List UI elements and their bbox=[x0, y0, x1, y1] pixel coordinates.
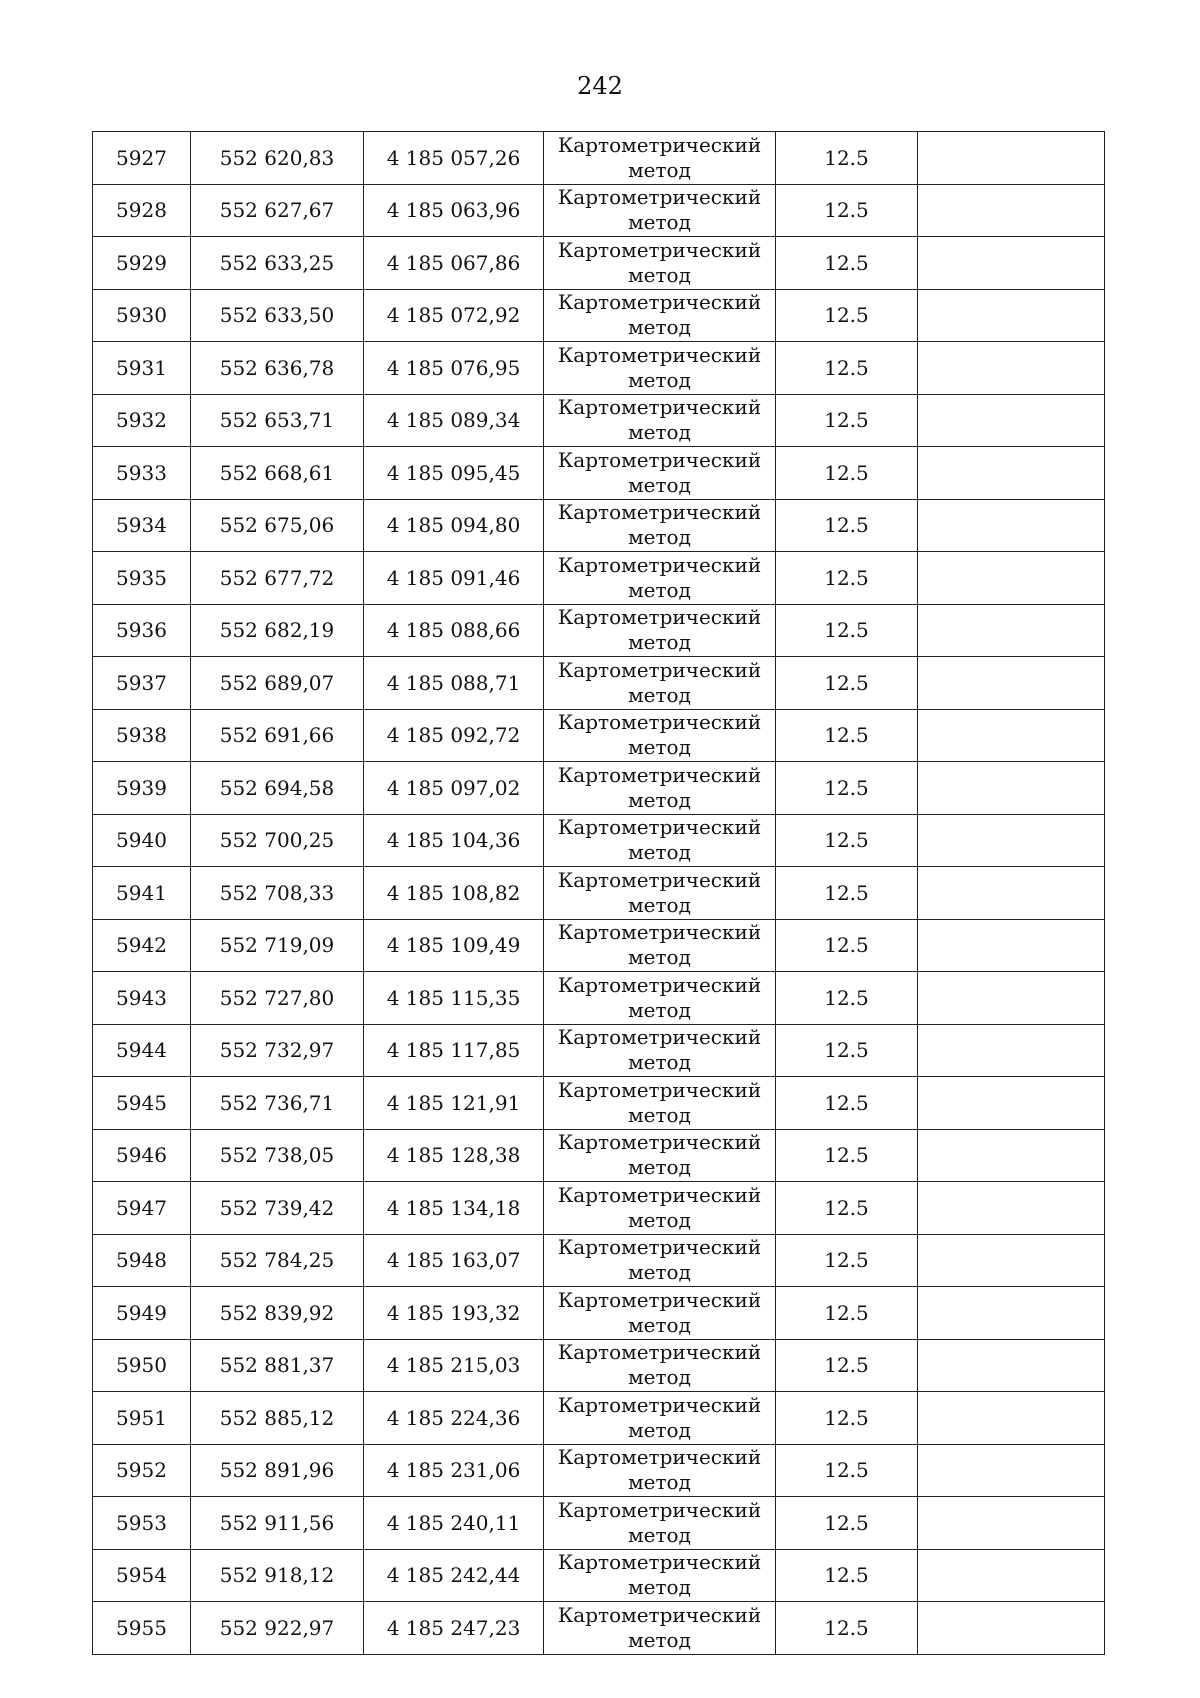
accuracy-cell: 12.5 bbox=[776, 289, 918, 342]
table-row bbox=[93, 867, 1105, 920]
x-coordinate-cell: 552 694,58 bbox=[191, 762, 364, 815]
point-number-cell: 5949 bbox=[93, 1287, 191, 1340]
method-line-1: Картометрический bbox=[557, 1392, 762, 1417]
table-row bbox=[93, 604, 1105, 657]
x-coordinate-cell: 552 891,96 bbox=[191, 1444, 364, 1497]
point-number-cell: 5938 bbox=[93, 709, 191, 762]
point-number-cell: 5953 bbox=[93, 1497, 191, 1550]
description-cell bbox=[918, 289, 1105, 342]
accuracy-cell: 12.5 bbox=[776, 1077, 918, 1130]
accuracy-cell: 12.5 bbox=[776, 1024, 918, 1077]
page-number: 242 bbox=[577, 72, 623, 100]
x-coordinate-cell: 552 627,67 bbox=[191, 184, 364, 237]
table-row bbox=[93, 709, 1105, 762]
y-coordinate-cell: 4 185 115,35 bbox=[364, 972, 544, 1025]
y-coordinate-cell: 4 185 072,92 bbox=[364, 289, 544, 342]
method-line-2: метод bbox=[628, 735, 691, 760]
point-number-cell: 5939 bbox=[93, 762, 191, 815]
description-cell bbox=[918, 1444, 1105, 1497]
y-coordinate-cell: 4 185 128,38 bbox=[364, 1129, 544, 1182]
method-cell bbox=[544, 237, 776, 290]
description-cell bbox=[918, 1497, 1105, 1550]
method-line-2: метод bbox=[628, 157, 691, 182]
description-cell bbox=[918, 1392, 1105, 1445]
accuracy-cell: 12.5 bbox=[776, 1234, 918, 1287]
y-coordinate-cell: 4 185 095,45 bbox=[364, 447, 544, 500]
method-cell bbox=[544, 1339, 776, 1392]
method-cell bbox=[544, 289, 776, 342]
table-row bbox=[93, 552, 1105, 605]
y-coordinate-cell: 4 185 117,85 bbox=[364, 1024, 544, 1077]
description-cell bbox=[918, 184, 1105, 237]
method-line-2: метод bbox=[628, 892, 691, 917]
description-cell bbox=[918, 1182, 1105, 1235]
description-cell bbox=[918, 1234, 1105, 1287]
method-line-1: Картометрический bbox=[557, 290, 762, 315]
method-line-1: Картометрический bbox=[557, 815, 762, 840]
method-cell bbox=[544, 1287, 776, 1340]
accuracy-cell: 12.5 bbox=[776, 657, 918, 710]
point-number-cell: 5948 bbox=[93, 1234, 191, 1287]
point-number-cell: 5945 bbox=[93, 1077, 191, 1130]
point-number-cell: 5952 bbox=[93, 1444, 191, 1497]
method-line-2: метод bbox=[628, 682, 691, 707]
method-line-1: Картометрический bbox=[557, 1497, 762, 1522]
table-row bbox=[93, 1497, 1105, 1550]
method-line-2: метод bbox=[628, 262, 691, 287]
description-cell bbox=[918, 867, 1105, 920]
method-line-2: метод bbox=[628, 577, 691, 602]
accuracy-cell: 12.5 bbox=[776, 552, 918, 605]
method-cell bbox=[544, 972, 776, 1025]
x-coordinate-cell: 552 885,12 bbox=[191, 1392, 364, 1445]
accuracy-cell: 12.5 bbox=[776, 184, 918, 237]
description-cell bbox=[918, 499, 1105, 552]
description-cell bbox=[918, 1287, 1105, 1340]
method-line-2: метод bbox=[628, 525, 691, 550]
method-line-1: Картометрический bbox=[557, 867, 762, 892]
method-cell bbox=[544, 342, 776, 395]
method-line-1: Картометрический bbox=[557, 1340, 762, 1365]
point-number-cell: 5936 bbox=[93, 604, 191, 657]
method-cell bbox=[544, 1024, 776, 1077]
y-coordinate-cell: 4 185 109,49 bbox=[364, 919, 544, 972]
y-coordinate-cell: 4 185 121,91 bbox=[364, 1077, 544, 1130]
point-number-cell: 5929 bbox=[93, 237, 191, 290]
method-line-2: метод bbox=[628, 1050, 691, 1075]
x-coordinate-cell: 552 839,92 bbox=[191, 1287, 364, 1340]
accuracy-cell: 12.5 bbox=[776, 1497, 918, 1550]
method-line-1: Картометрический bbox=[557, 762, 762, 787]
table-row bbox=[93, 1287, 1105, 1340]
accuracy-cell: 12.5 bbox=[776, 867, 918, 920]
method-line-1: Картометрический bbox=[557, 1287, 762, 1312]
method-cell bbox=[544, 1077, 776, 1130]
y-coordinate-cell: 4 185 247,23 bbox=[364, 1602, 544, 1655]
method-line-2: метод bbox=[628, 210, 691, 235]
y-coordinate-cell: 4 185 091,46 bbox=[364, 552, 544, 605]
point-number-cell: 5943 bbox=[93, 972, 191, 1025]
point-number-cell: 5927 bbox=[93, 132, 191, 185]
method-line-2: метод bbox=[628, 997, 691, 1022]
accuracy-cell: 12.5 bbox=[776, 604, 918, 657]
accuracy-cell: 12.5 bbox=[776, 919, 918, 972]
accuracy-cell: 12.5 bbox=[776, 1182, 918, 1235]
table-row bbox=[93, 814, 1105, 867]
x-coordinate-cell: 552 682,19 bbox=[191, 604, 364, 657]
method-line-2: метод bbox=[628, 1522, 691, 1547]
y-coordinate-cell: 4 185 097,02 bbox=[364, 762, 544, 815]
method-cell bbox=[544, 1234, 776, 1287]
table-row bbox=[93, 1024, 1105, 1077]
point-number-cell: 5935 bbox=[93, 552, 191, 605]
method-line-1: Картометрический bbox=[557, 552, 762, 577]
description-cell bbox=[918, 1077, 1105, 1130]
table-row bbox=[93, 237, 1105, 290]
point-number-cell: 5940 bbox=[93, 814, 191, 867]
y-coordinate-cell: 4 185 231,06 bbox=[364, 1444, 544, 1497]
method-line-2: метод bbox=[628, 840, 691, 865]
table-row bbox=[93, 1182, 1105, 1235]
table-row bbox=[93, 1602, 1105, 1655]
method-line-2: метод bbox=[628, 315, 691, 340]
y-coordinate-cell: 4 185 076,95 bbox=[364, 342, 544, 395]
method-line-1: Картометрический bbox=[557, 1182, 762, 1207]
y-coordinate-cell: 4 185 215,03 bbox=[364, 1339, 544, 1392]
method-line-2: метод bbox=[628, 945, 691, 970]
x-coordinate-cell: 552 677,72 bbox=[191, 552, 364, 605]
method-line-2: метод bbox=[628, 1575, 691, 1600]
coordinates-table-body bbox=[93, 132, 1105, 1655]
method-line-1: Картометрический bbox=[557, 1550, 762, 1575]
method-line-2: метод bbox=[628, 420, 691, 445]
method-line-1: Картометрический bbox=[557, 447, 762, 472]
method-line-1: Картометрический bbox=[557, 1077, 762, 1102]
description-cell bbox=[918, 552, 1105, 605]
x-coordinate-cell: 552 918,12 bbox=[191, 1549, 364, 1602]
accuracy-cell: 12.5 bbox=[776, 1339, 918, 1392]
x-coordinate-cell: 552 736,71 bbox=[191, 1077, 364, 1130]
method-line-1: Картометрический bbox=[557, 395, 762, 420]
table-row bbox=[93, 1129, 1105, 1182]
accuracy-cell: 12.5 bbox=[776, 814, 918, 867]
accuracy-cell: 12.5 bbox=[776, 132, 918, 185]
table-row bbox=[93, 289, 1105, 342]
method-cell bbox=[544, 1602, 776, 1655]
accuracy-cell: 12.5 bbox=[776, 972, 918, 1025]
description-cell bbox=[918, 237, 1105, 290]
point-number-cell: 5941 bbox=[93, 867, 191, 920]
y-coordinate-cell: 4 185 092,72 bbox=[364, 709, 544, 762]
method-cell bbox=[544, 447, 776, 500]
description-cell bbox=[918, 394, 1105, 447]
table-row bbox=[93, 1444, 1105, 1497]
table-row bbox=[93, 972, 1105, 1025]
method-line-2: метод bbox=[628, 1312, 691, 1337]
method-line-1: Картометрический bbox=[557, 1445, 762, 1470]
description-cell bbox=[918, 447, 1105, 500]
table-row bbox=[93, 1549, 1105, 1602]
method-line-1: Картометрический bbox=[557, 500, 762, 525]
x-coordinate-cell: 552 633,25 bbox=[191, 237, 364, 290]
method-line-1: Картометрический bbox=[557, 342, 762, 367]
method-line-1: Картометрический bbox=[557, 920, 762, 945]
y-coordinate-cell: 4 185 094,80 bbox=[364, 499, 544, 552]
description-cell bbox=[918, 919, 1105, 972]
accuracy-cell: 12.5 bbox=[776, 762, 918, 815]
method-cell bbox=[544, 867, 776, 920]
method-cell bbox=[544, 657, 776, 710]
x-coordinate-cell: 552 675,06 bbox=[191, 499, 364, 552]
method-line-1: Картометрический bbox=[557, 185, 762, 210]
method-line-1: Картометрический bbox=[557, 657, 762, 682]
x-coordinate-cell: 552 922,97 bbox=[191, 1602, 364, 1655]
table-row bbox=[93, 394, 1105, 447]
method-line-2: метод bbox=[628, 630, 691, 655]
table-row bbox=[93, 184, 1105, 237]
method-line-1: Картометрический bbox=[557, 1025, 762, 1050]
x-coordinate-cell: 552 689,07 bbox=[191, 657, 364, 710]
method-line-1: Картометрический bbox=[557, 710, 762, 735]
method-line-1: Картометрический bbox=[557, 132, 762, 157]
x-coordinate-cell: 552 911,56 bbox=[191, 1497, 364, 1550]
table-row bbox=[93, 342, 1105, 395]
point-number-cell: 5951 bbox=[93, 1392, 191, 1445]
method-cell bbox=[544, 499, 776, 552]
description-cell bbox=[918, 604, 1105, 657]
y-coordinate-cell: 4 185 104,36 bbox=[364, 814, 544, 867]
coordinates-table bbox=[92, 131, 1105, 1655]
description-cell bbox=[918, 342, 1105, 395]
method-cell bbox=[544, 814, 776, 867]
accuracy-cell: 12.5 bbox=[776, 1392, 918, 1445]
description-cell bbox=[918, 709, 1105, 762]
method-line-1: Картометрический bbox=[557, 1130, 762, 1155]
method-line-2: метод bbox=[628, 1207, 691, 1232]
table-row bbox=[93, 1234, 1105, 1287]
x-coordinate-cell: 552 633,50 bbox=[191, 289, 364, 342]
description-cell bbox=[918, 1602, 1105, 1655]
method-cell bbox=[544, 184, 776, 237]
description-cell bbox=[918, 972, 1105, 1025]
accuracy-cell: 12.5 bbox=[776, 447, 918, 500]
point-number-cell: 5930 bbox=[93, 289, 191, 342]
y-coordinate-cell: 4 185 057,26 bbox=[364, 132, 544, 185]
accuracy-cell: 12.5 bbox=[776, 342, 918, 395]
method-line-1: Картометрический bbox=[557, 237, 762, 262]
accuracy-cell: 12.5 bbox=[776, 394, 918, 447]
table-row bbox=[93, 499, 1105, 552]
point-number-cell: 5928 bbox=[93, 184, 191, 237]
x-coordinate-cell: 552 668,61 bbox=[191, 447, 364, 500]
description-cell bbox=[918, 1024, 1105, 1077]
point-number-cell: 5937 bbox=[93, 657, 191, 710]
method-cell bbox=[544, 1549, 776, 1602]
method-line-1: Картометрический bbox=[557, 972, 762, 997]
description-cell bbox=[918, 762, 1105, 815]
method-cell bbox=[544, 762, 776, 815]
y-coordinate-cell: 4 185 088,71 bbox=[364, 657, 544, 710]
method-cell bbox=[544, 919, 776, 972]
x-coordinate-cell: 552 653,71 bbox=[191, 394, 364, 447]
description-cell bbox=[918, 1129, 1105, 1182]
point-number-cell: 5950 bbox=[93, 1339, 191, 1392]
point-number-cell: 5933 bbox=[93, 447, 191, 500]
method-cell bbox=[544, 552, 776, 605]
point-number-cell: 5947 bbox=[93, 1182, 191, 1235]
method-cell bbox=[544, 1182, 776, 1235]
description-cell bbox=[918, 1339, 1105, 1392]
method-cell bbox=[544, 604, 776, 657]
method-line-2: метод bbox=[628, 1470, 691, 1495]
x-coordinate-cell: 552 881,37 bbox=[191, 1339, 364, 1392]
description-cell bbox=[918, 132, 1105, 185]
method-line-2: метод bbox=[628, 1417, 691, 1442]
method-line-2: метод bbox=[628, 1627, 691, 1652]
point-number-cell: 5955 bbox=[93, 1602, 191, 1655]
table-row bbox=[93, 132, 1105, 185]
table-row bbox=[93, 919, 1105, 972]
point-number-cell: 5934 bbox=[93, 499, 191, 552]
accuracy-cell: 12.5 bbox=[776, 1549, 918, 1602]
table-row bbox=[93, 1392, 1105, 1445]
y-coordinate-cell: 4 185 193,32 bbox=[364, 1287, 544, 1340]
y-coordinate-cell: 4 185 063,96 bbox=[364, 184, 544, 237]
point-number-cell: 5954 bbox=[93, 1549, 191, 1602]
table-row bbox=[93, 447, 1105, 500]
method-line-2: метод bbox=[628, 1102, 691, 1127]
method-line-1: Картометрический bbox=[557, 1235, 762, 1260]
method-cell bbox=[544, 1444, 776, 1497]
accuracy-cell: 12.5 bbox=[776, 237, 918, 290]
method-line-1: Картометрический bbox=[557, 1602, 762, 1627]
description-cell bbox=[918, 814, 1105, 867]
accuracy-cell: 12.5 bbox=[776, 1444, 918, 1497]
x-coordinate-cell: 552 691,66 bbox=[191, 709, 364, 762]
x-coordinate-cell: 552 636,78 bbox=[191, 342, 364, 395]
y-coordinate-cell: 4 185 240,11 bbox=[364, 1497, 544, 1550]
accuracy-cell: 12.5 bbox=[776, 1602, 918, 1655]
accuracy-cell: 12.5 bbox=[776, 499, 918, 552]
x-coordinate-cell: 552 620,83 bbox=[191, 132, 364, 185]
point-number-cell: 5946 bbox=[93, 1129, 191, 1182]
x-coordinate-cell: 552 719,09 bbox=[191, 919, 364, 972]
x-coordinate-cell: 552 739,42 bbox=[191, 1182, 364, 1235]
method-line-1: Картометрический bbox=[557, 605, 762, 630]
method-line-2: метод bbox=[628, 367, 691, 392]
y-coordinate-cell: 4 185 089,34 bbox=[364, 394, 544, 447]
method-cell bbox=[544, 709, 776, 762]
y-coordinate-cell: 4 185 134,18 bbox=[364, 1182, 544, 1235]
method-line-2: метод bbox=[628, 472, 691, 497]
table-row bbox=[93, 1339, 1105, 1392]
point-number-cell: 5942 bbox=[93, 919, 191, 972]
method-cell bbox=[544, 1129, 776, 1182]
x-coordinate-cell: 552 727,80 bbox=[191, 972, 364, 1025]
y-coordinate-cell: 4 185 067,86 bbox=[364, 237, 544, 290]
method-line-2: метод bbox=[628, 1365, 691, 1390]
y-coordinate-cell: 4 185 242,44 bbox=[364, 1549, 544, 1602]
table-row bbox=[93, 1077, 1105, 1130]
point-number-cell: 5932 bbox=[93, 394, 191, 447]
table-row bbox=[93, 762, 1105, 815]
y-coordinate-cell: 4 185 163,07 bbox=[364, 1234, 544, 1287]
x-coordinate-cell: 552 708,33 bbox=[191, 867, 364, 920]
y-coordinate-cell: 4 185 088,66 bbox=[364, 604, 544, 657]
point-number-cell: 5944 bbox=[93, 1024, 191, 1077]
point-number-cell: 5931 bbox=[93, 342, 191, 395]
y-coordinate-cell: 4 185 224,36 bbox=[364, 1392, 544, 1445]
method-line-2: метод bbox=[628, 787, 691, 812]
description-cell bbox=[918, 657, 1105, 710]
table-row bbox=[93, 657, 1105, 710]
x-coordinate-cell: 552 700,25 bbox=[191, 814, 364, 867]
x-coordinate-cell: 552 784,25 bbox=[191, 1234, 364, 1287]
accuracy-cell: 12.5 bbox=[776, 1287, 918, 1340]
method-cell bbox=[544, 394, 776, 447]
method-cell bbox=[544, 1392, 776, 1445]
method-line-2: метод bbox=[628, 1260, 691, 1285]
method-cell bbox=[544, 1497, 776, 1550]
x-coordinate-cell: 552 738,05 bbox=[191, 1129, 364, 1182]
y-coordinate-cell: 4 185 108,82 bbox=[364, 867, 544, 920]
accuracy-cell: 12.5 bbox=[776, 709, 918, 762]
method-cell bbox=[544, 132, 776, 185]
method-line-2: метод bbox=[628, 1155, 691, 1180]
accuracy-cell: 12.5 bbox=[776, 1129, 918, 1182]
x-coordinate-cell: 552 732,97 bbox=[191, 1024, 364, 1077]
description-cell bbox=[918, 1549, 1105, 1602]
